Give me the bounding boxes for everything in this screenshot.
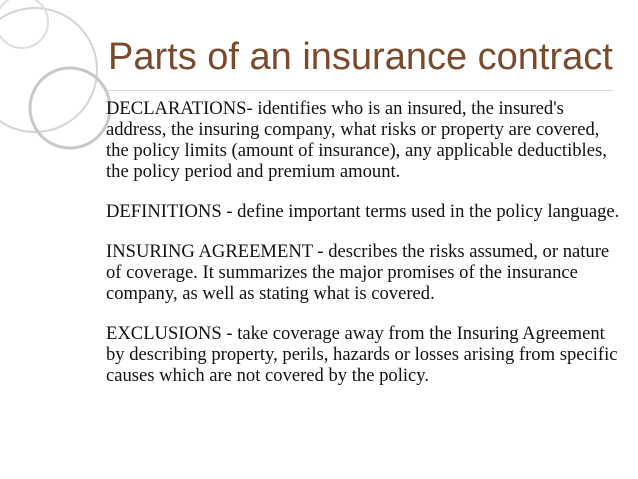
decorative-circle-medium (30, 68, 110, 148)
exclusions-paragraph: EXCLUSIONS - take coverage away from the Insuring Agreement by describing property, perils, hazards or losses arising from specific causes which are not covered by the policy. (106, 323, 618, 386)
definitions-paragraph: DEFINITIONS - define important terms used in the policy language. (106, 201, 620, 222)
insuring-agreement-paragraph: INSURING AGREEMENT - describes the risks assumed, or nature of coverage. It summarizes the major promises of the insurance company, as well as stating what is covered. (106, 241, 610, 304)
slide-title: Parts of an insurance contract (108, 36, 613, 78)
decorative-circle-small (0, 0, 48, 48)
title-divider (108, 90, 613, 91)
declarations-paragraph: DECLARATIONS- identifies who is an insured, the insured's address, the insuring company, what risks or property are covered, the policy limits (amount of insurance), any applicable deductibles, the policy period and premium amount. (106, 98, 607, 182)
decorative-circles (0, 0, 120, 170)
slide-body (106, 98, 626, 405)
